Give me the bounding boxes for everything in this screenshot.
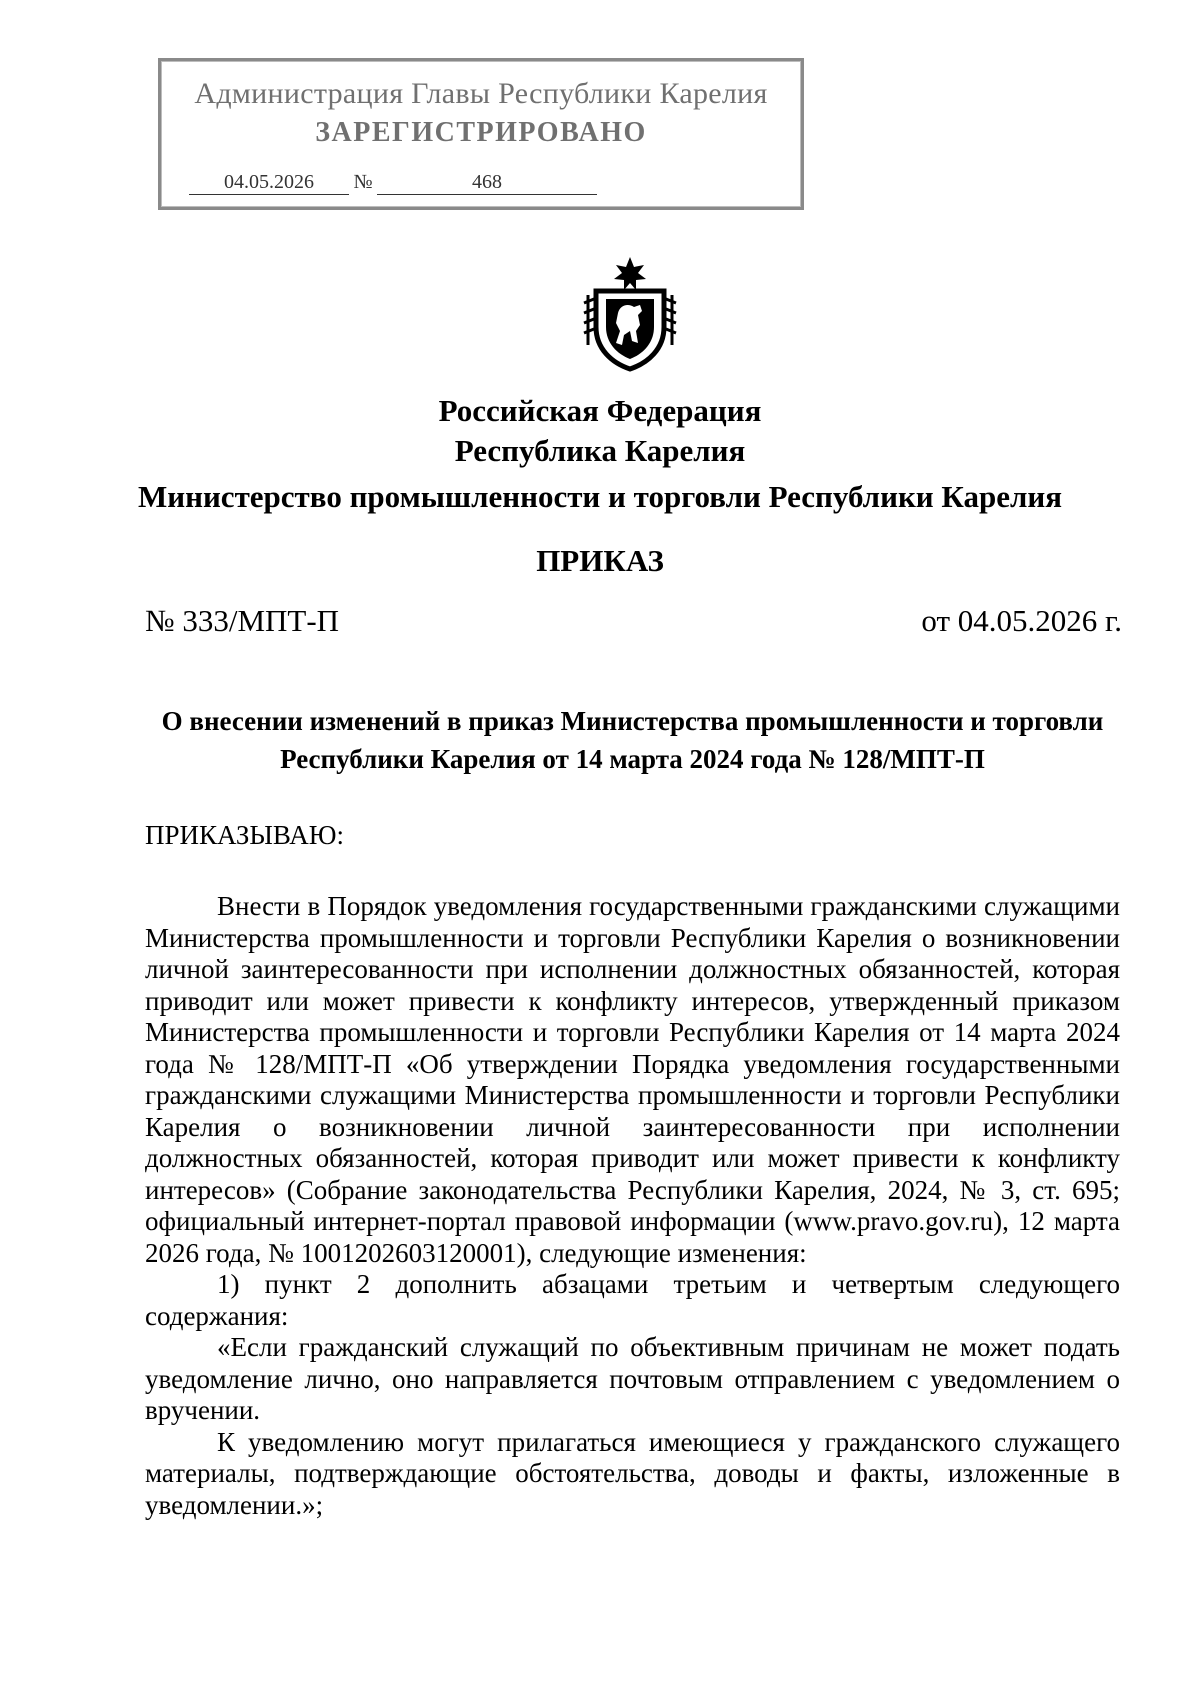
body-paragraph: К уведомлению могут прилагаться имеющиеся у гражданского служащего материалы, подтверждающие обстоятельства, доводы и факты, изложенные в уведомлении.»; (145, 1426, 1120, 1520)
karelia-coat-of-arms-icon (582, 255, 678, 373)
stamp-date: 04.05.2026 (189, 171, 349, 195)
header-country: Российская Федерация (438, 393, 762, 428)
stamp-number: 468 (377, 171, 597, 195)
document-body (145, 891, 1120, 1521)
document-title: О внесении изменений в приказ Министерства промышленности и торговли Республики Карелия от 14 марта 2024 года № 128/МПТ-П (161, 706, 1104, 774)
body-paragraph: Внести в Порядок уведомления государственными гражданскими служащими Министерства промышленности и торговли Республики Карелия о возникновении личной заинтересованности при исполнении должностных обязанностей, которая приводит или может привести к конфликту интересов, утвержденный приказом Министерства промышленности и торговли Республики Карелия от 14 марта 2024 года № 128/МПТ-П «Об утверждении Порядка уведомления государственными гражданскими служащими Министерства промышленности и торговли Республики Карелия о возникновении личной заинтересованности при исполнении должностных обязанностей, которая приводит или может привести к конфликту интересов» (Собрание законодательства Республики Карелия, 2024, № 3, ст. 695; официальный интернет-портал правовой информации (www.pravo.gov.ru), 12 марта 2026 года, № 1001202603120001), следующие изменения: (145, 891, 1120, 1268)
stamp-number-label: № (353, 171, 373, 193)
body-paragraph: «Если гражданский служащий по объективным причинам не может подать уведомление лично, оно направляется почтовым отправлением с уведомлением о вручении. (145, 1332, 1120, 1425)
stamp-registration-line (189, 171, 597, 195)
doc-type: ПРИКАЗ (536, 543, 664, 578)
stamp-status: ЗАРЕГИСТРИРОВАНО (315, 117, 647, 148)
order-date: от 04.05.2026 г. (921, 603, 1122, 638)
header-ministry: Министерство промышленности и торговли Республики Карелия (137, 479, 1063, 514)
stamp-org: Администрация Главы Республики Карелия (194, 77, 768, 110)
body-paragraph: 1) пункт 2 дополнить абзацами третьим и четвертым следующего содержания: (145, 1269, 1120, 1331)
header-republic: Республика Карелия (454, 433, 746, 468)
registration-stamp (158, 58, 804, 210)
order-number: № 333/МПТ-П (145, 603, 340, 638)
order-word: ПРИКАЗЫВАЮ: (145, 820, 344, 850)
